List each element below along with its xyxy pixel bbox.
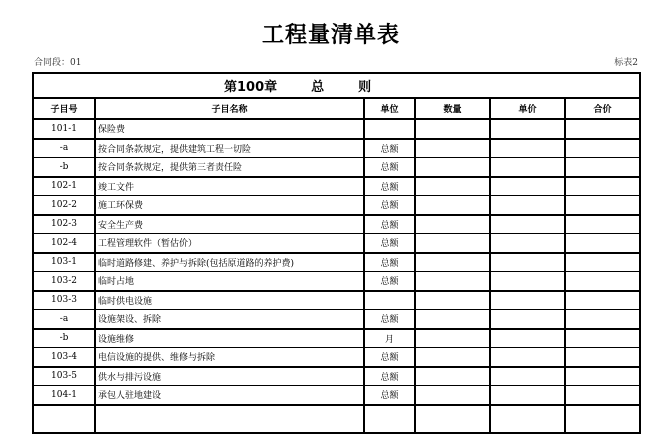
item-total[interactable] [565,119,640,139]
item-unit-price[interactable] [490,177,565,196]
item-unit-price[interactable] [490,348,565,367]
item-code: 102-3 [33,215,95,234]
item-unit: 总额 [364,234,415,253]
item-total[interactable] [565,348,640,367]
contract-section: 合同段：01 [34,58,82,68]
item-code: 104-1 [33,386,95,405]
item-name: 按合同条款规定，提供建筑工程一切险 [95,139,364,158]
item-unit: 月 [364,329,415,348]
item-quantity[interactable] [415,119,490,139]
item-code: 103-5 [33,367,95,386]
item-unit-price[interactable] [490,234,565,253]
item-quantity[interactable] [415,310,490,329]
item-total[interactable] [565,310,640,329]
item-quantity[interactable] [415,272,490,291]
item-quantity[interactable] [415,386,490,405]
item-total[interactable] [565,253,640,272]
table-row [33,158,640,177]
item-code: 102-1 [33,177,95,196]
item-unit [364,119,415,139]
item-quantity[interactable] [415,291,490,310]
table-row [33,348,640,367]
item-total[interactable] [565,272,640,291]
item-code: 102-2 [33,196,95,215]
item-quantity[interactable] [415,253,490,272]
item-code: -a [33,310,95,329]
item-unit: 总额 [364,386,415,405]
item-unit: 总额 [364,139,415,158]
item-total[interactable] [565,329,640,348]
item-total[interactable] [565,177,640,196]
table-row [33,367,640,386]
item-unit-price[interactable] [490,367,565,386]
item-unit-price[interactable] [490,272,565,291]
item-code: 103-3 [33,291,95,310]
item-name: 安全生产费 [95,215,364,234]
table-row [33,215,640,234]
col-header-unit-price: 单价 [490,98,565,119]
table-row [33,272,640,291]
item-code: 103-4 [33,348,95,367]
table-row [33,253,640,272]
item-total[interactable] [565,291,640,310]
chapter-row [33,73,640,98]
table-row [33,234,640,253]
item-unit-price[interactable] [490,291,565,310]
item-unit-price[interactable] [490,386,565,405]
item-name: 临时占地 [95,272,364,291]
table-row [33,386,640,405]
chapter-name-2: 则 [358,80,372,95]
item-total[interactable] [565,158,640,177]
item-unit: 总额 [364,215,415,234]
item-unit: 总额 [364,272,415,291]
col-header-code: 子目号 [33,98,95,119]
item-unit-price[interactable] [490,119,565,139]
item-name: 保险费 [95,119,364,139]
bill-of-quantities-table [32,72,641,434]
table-row [33,177,640,196]
item-unit-price[interactable] [490,139,565,158]
item-unit: 总额 [364,158,415,177]
col-header-name: 子目名称 [95,98,364,119]
item-name: 设施架设、拆除 [95,310,364,329]
table-row [33,329,640,348]
item-name: 工程管理软件（暂估价） [95,234,364,253]
item-name: 供水与排污设施 [95,367,364,386]
item-unit: 总额 [364,310,415,329]
table-row [33,119,640,139]
item-name: 按合同条款规定，提供第三者责任险 [95,158,364,177]
item-quantity[interactable] [415,158,490,177]
page-title: 工程量清单表 [261,23,400,48]
col-header-unit: 单位 [364,98,415,119]
item-code: 101-1 [33,119,95,139]
item-quantity[interactable] [415,196,490,215]
item-unit [364,291,415,310]
item-unit: 总额 [364,177,415,196]
item-quantity[interactable] [415,215,490,234]
item-name: 电信设施的提供、维修与拆除 [95,348,364,367]
table-row [33,310,640,329]
item-name: 临时供电设施 [95,291,364,310]
col-header-total: 合价 [565,98,640,119]
item-unit-price[interactable] [490,158,565,177]
item-unit: 总额 [364,367,415,386]
col-header-quantity: 数量 [415,98,490,119]
item-unit-price[interactable] [490,310,565,329]
item-quantity[interactable] [415,367,490,386]
item-unit-price[interactable] [490,329,565,348]
table-row [33,291,640,310]
item-name: 临时道路修建、养护与拆除(包括原道路的养护费) [95,253,364,272]
item-quantity[interactable] [415,234,490,253]
item-total[interactable] [565,215,640,234]
table-row [33,196,640,215]
item-code: 102-4 [33,234,95,253]
item-quantity[interactable] [415,348,490,367]
item-total[interactable] [565,386,640,405]
chapter-name-1: 总 [311,80,325,95]
item-name: 施工环保费 [95,196,364,215]
item-unit: 总额 [364,253,415,272]
item-code: -b [33,158,95,177]
item-name: 设施维修 [95,329,364,348]
item-unit: 总额 [364,348,415,367]
item-total[interactable] [565,196,640,215]
item-unit-price[interactable] [490,196,565,215]
item-code: -a [33,139,95,158]
item-code: 103-1 [33,253,95,272]
item-code: -b [33,329,95,348]
item-unit: 总额 [364,196,415,215]
item-total[interactable] [565,367,640,386]
item-unit-price[interactable] [490,253,565,272]
form-number: 标表2 [614,58,638,68]
item-quantity[interactable] [415,329,490,348]
item-total[interactable] [565,234,640,253]
item-quantity[interactable] [415,177,490,196]
item-unit-price[interactable] [490,215,565,234]
chapter-number: 第100章 [224,80,278,95]
item-code: 103-2 [33,272,95,291]
item-quantity[interactable] [415,139,490,158]
item-total[interactable] [565,139,640,158]
header-row [33,98,640,119]
item-name: 竣工文件 [95,177,364,196]
item-name: 承包人驻地建设 [95,386,364,405]
table-row [33,139,640,158]
